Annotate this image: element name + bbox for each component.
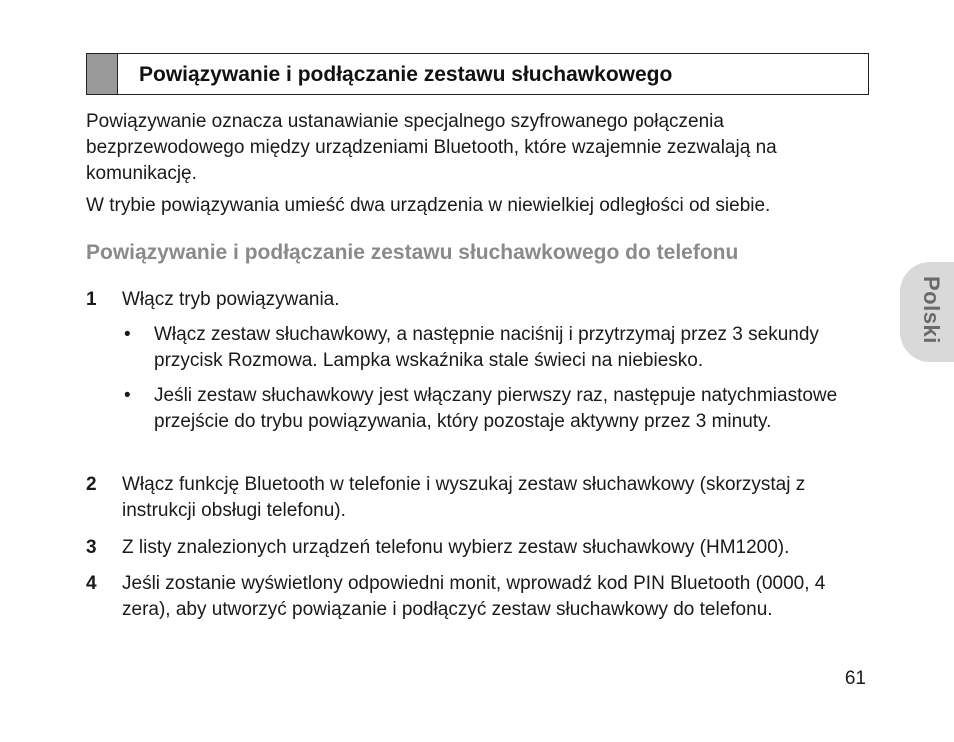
page-number: 61: [844, 668, 866, 689]
step-1: [86, 287, 886, 313]
step-text: Włącz tryb powiązywania.: [122, 289, 340, 310]
bullet-text: Jeśli zestaw słuchawkowy jest włączany pierwszy raz, następuje natychmiastowe przejście do trybu powiązywania, który pozostaje aktywny przez 3 minuty.: [154, 385, 838, 432]
step-4: [86, 571, 886, 623]
section-marker: [87, 54, 118, 94]
language-tab-label: Polski: [919, 276, 944, 344]
step-number: 2: [86, 474, 97, 495]
step-number: 4: [86, 573, 97, 594]
language-tab: [900, 262, 954, 362]
intro-paragraph-2: W trybie powiązywania umieść dwa urządzenia w niewielkiej odległości od siebie.: [86, 195, 771, 216]
step-text: Włącz funkcję Bluetooth w telefonie i wyszukaj zestaw słuchawkowy (skorzystaj z instrukcji obsługi telefonu).: [122, 474, 806, 521]
step-text: Jeśli zostanie wyświetlony odpowiedni monit, wprowadź kod PIN Bluetooth (0000, 4 zera), aby utworzyć powiązanie i podłączyć zestaw słuchawkowy do telefonu.: [122, 573, 826, 620]
intro-text: [86, 109, 876, 219]
bullet-text: Włącz zestaw słuchawkowy, a następnie naciśnij i przytrzymaj przez 3 sekundy przycisk Rozmowa. Lampka wskaźnika stale świeci na niebiesko.: [154, 324, 819, 371]
bullet-item: [124, 322, 884, 374]
step-number: 1: [86, 289, 97, 310]
step-3: [86, 535, 886, 561]
bullet-item: [124, 383, 884, 435]
subsection-heading: Powiązywanie i podłączanie zestawu słuchawkowego do telefonu: [86, 241, 739, 264]
step-2: [86, 472, 886, 524]
bullet-icon: •: [124, 324, 131, 345]
intro-paragraph-1: Powiązywanie oznacza ustanawianie specjalnego szyfrowanego połączenia bezprzewodowego między urządzeniami Bluetooth, które wzajemnie zezwalają na komunikację.: [86, 111, 777, 184]
section-header: [86, 53, 869, 95]
bullet-icon: •: [124, 385, 131, 406]
section-title: Powiązywanie i podłączanie zestawu słuchawkowego: [139, 63, 673, 86]
step-text: Z listy znalezionych urządzeń telefonu wybierz zestaw słuchawkowy (HM1200).: [122, 537, 790, 558]
step-number: 3: [86, 537, 97, 558]
